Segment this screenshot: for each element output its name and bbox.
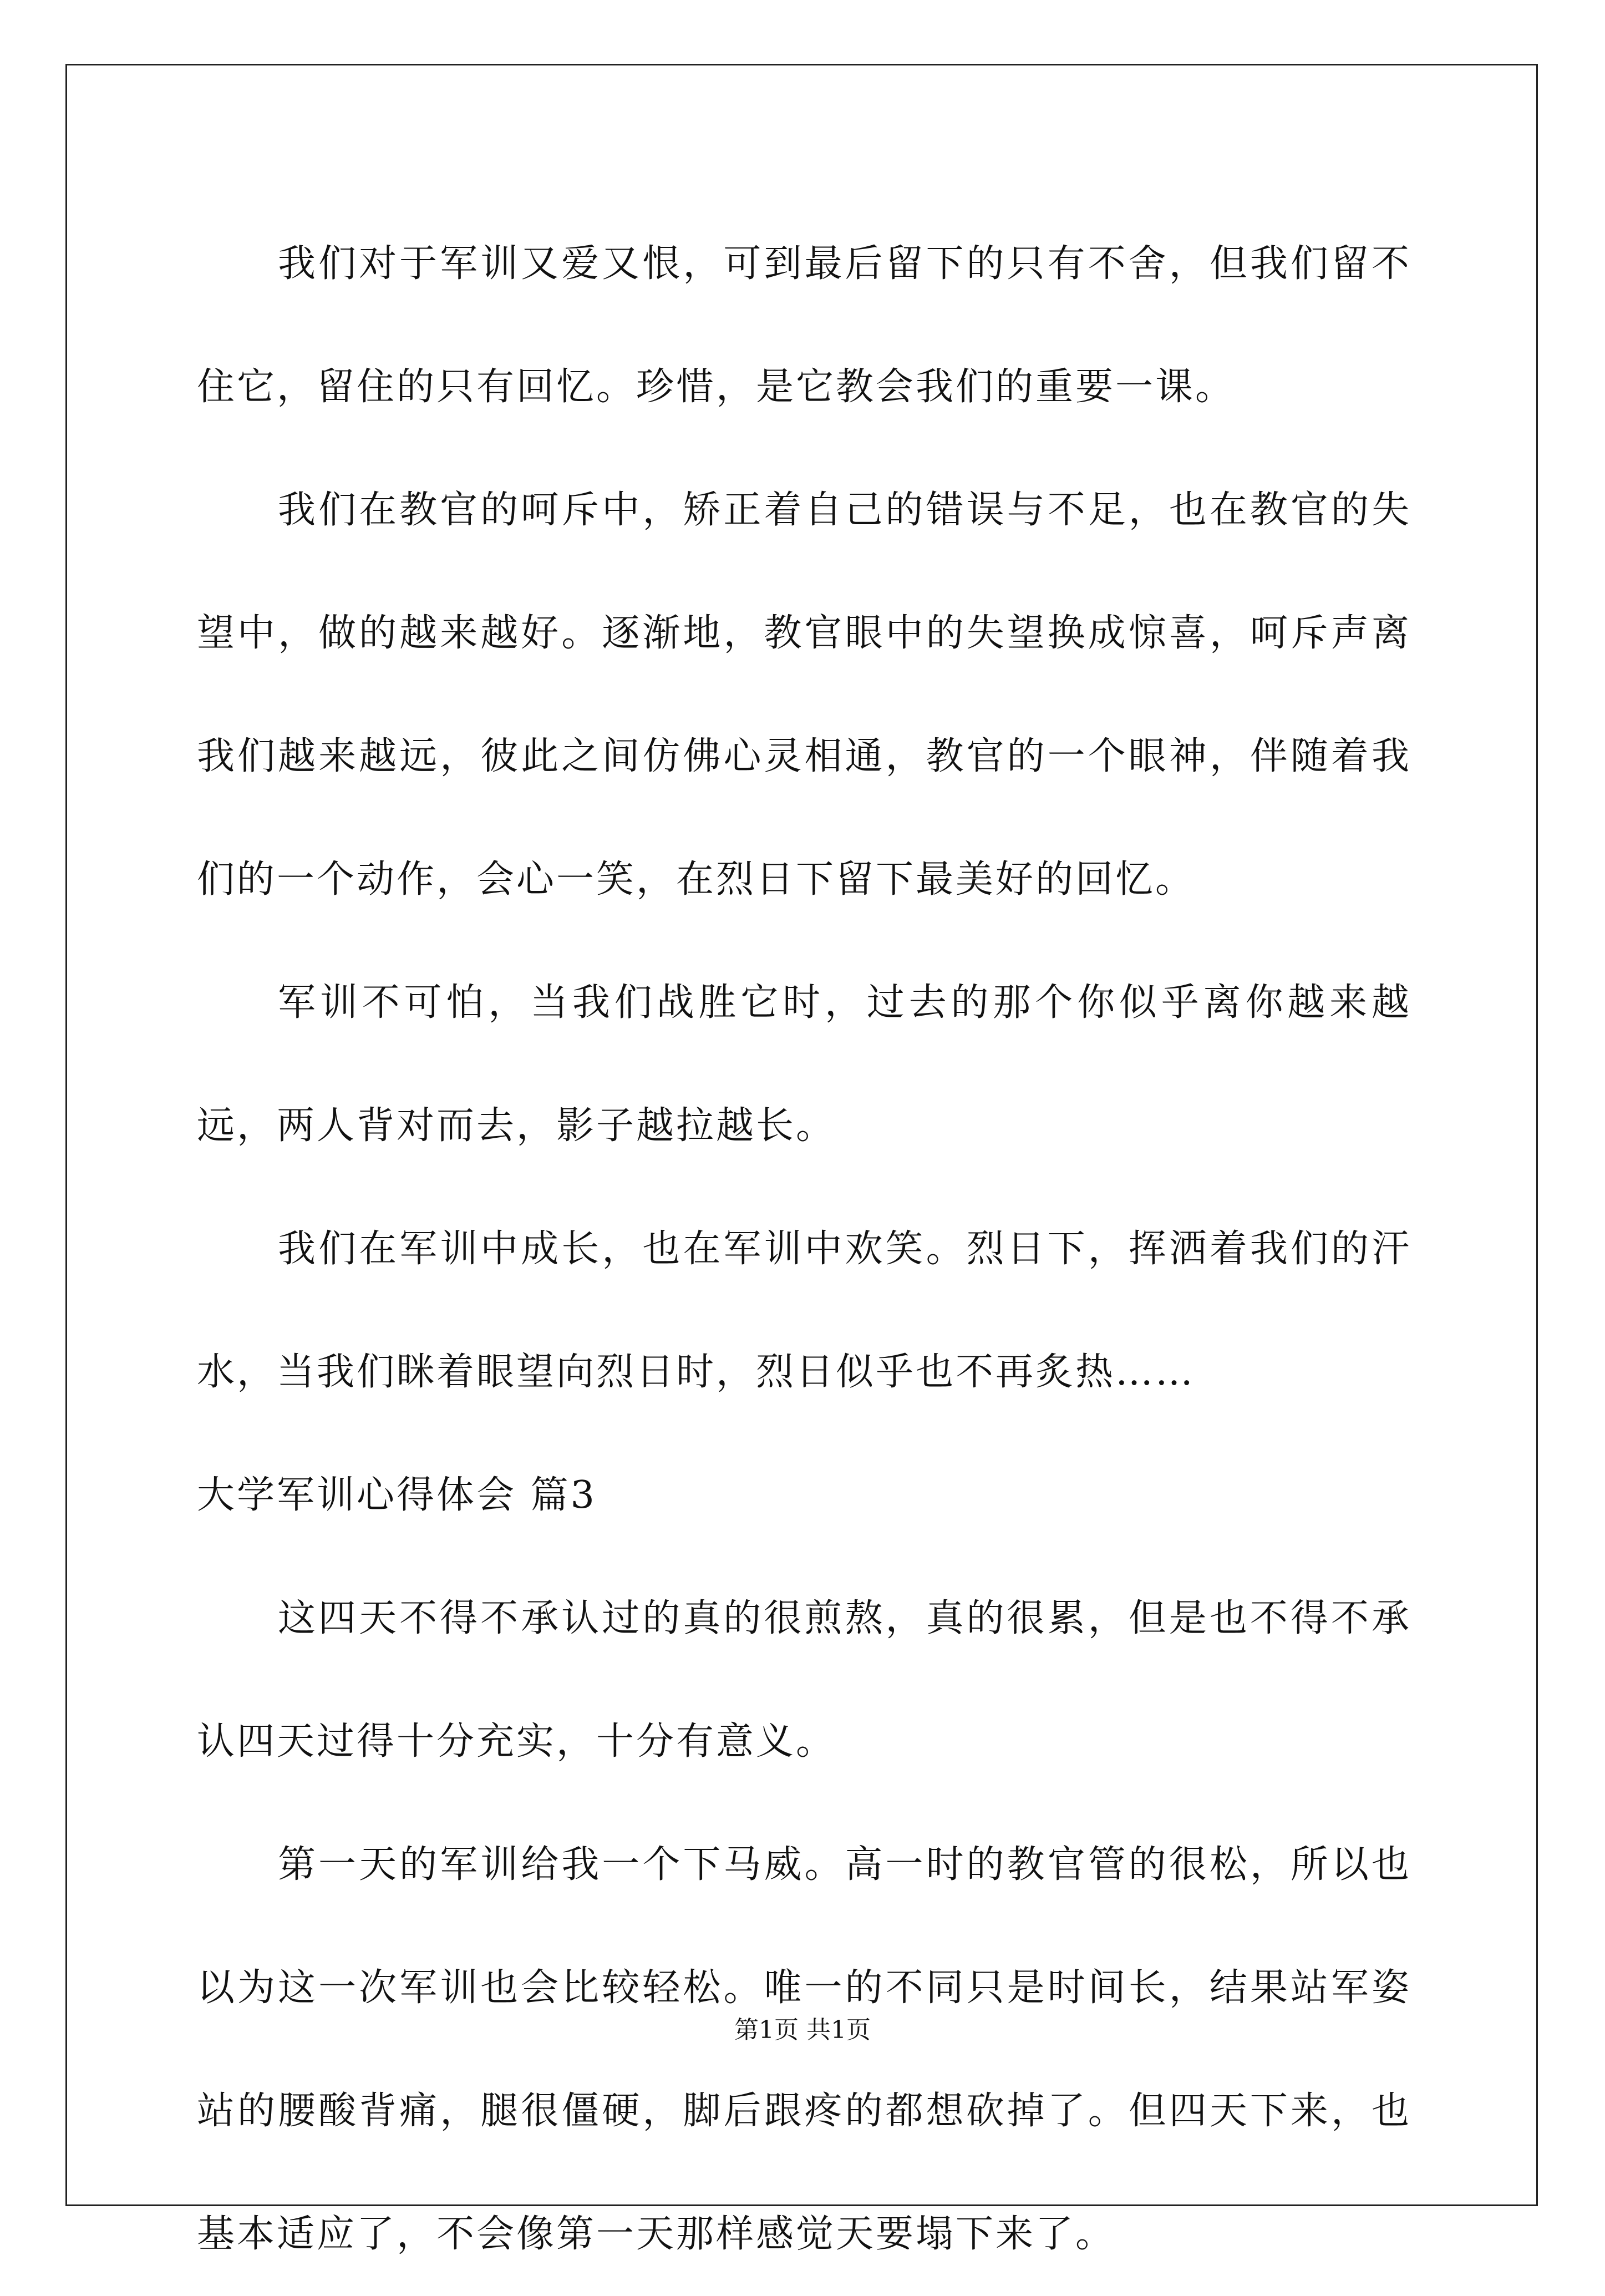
paragraph-1: 我们对于军训又爱又恨，可到最后留下的只有不舍，但我们留不住它，留住的只有回忆。珍惜，是它教会我们的重要一课。	[197, 242, 1411, 409]
paragraph-4: 我们在军训中成长，也在军训中欢笑。烈日下，挥洒着我们的汗水，当我们眯着眼望向烈日时，烈日似乎也不再炙热……	[197, 1227, 1411, 1394]
paragraph-5: 这四天不得不承认过的真的很煎熬，真的很累，但是也不得不承认四天过得十分充实，十分有意义。	[197, 1596, 1411, 1763]
paragraph-6: 第一天的军训给我一个下马威。高一时的教官管的很松，所以也以为这一次军训也会比较轻松。唯一的不同只是时间长，结果站军姿站的腰酸背痛，腿很僵硬，脚后跟疼的都想砍掉了。但四天下来，也基本适应了，不会像第一天那样感觉天要塌下来了。	[197, 1843, 1411, 2256]
paragraph-3: 军训不可怕，当我们战胜它时，过去的那个你似乎离你越来越远，两人背对而去，影子越拉越长。	[197, 981, 1411, 1148]
paragraph-2: 我们在教官的呵斥中，矫正着自己的错误与不足，也在教官的失望中，做的越来越好。逐渐地，教官眼中的失望换成惊喜，呵斥声离我们越来越远，彼此之间仿佛心灵相通，教官的一个眼神，伴随着我们的一个动作，会心一笑，在烈日下留下最美好的回忆。	[197, 488, 1411, 901]
page-number-footer: 第1页 共1页	[734, 2016, 871, 2044]
document-body	[197, 202, 1411, 2296]
section-heading: 大学军训心得体会 篇3	[197, 1473, 597, 1517]
